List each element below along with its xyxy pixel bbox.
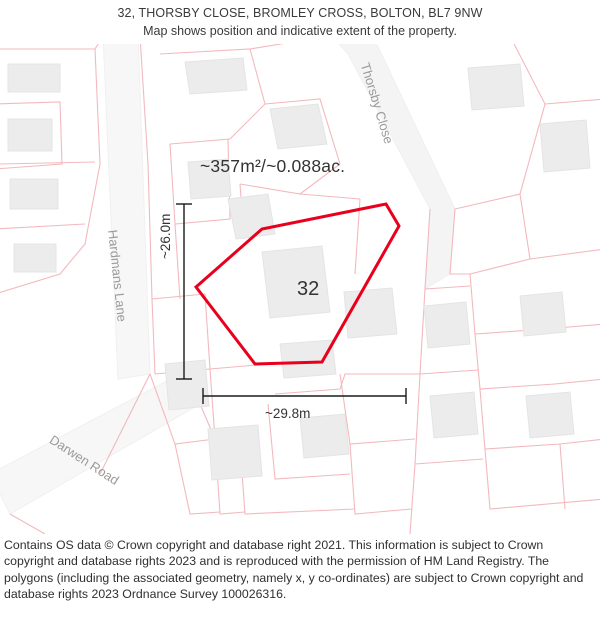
road-label-darwen-road: Darwen Road <box>46 432 122 488</box>
page-subtitle: Map shows position and indicative extent of the property. <box>143 24 457 38</box>
building <box>185 58 247 94</box>
building <box>208 425 262 480</box>
map-canvas[interactable] <box>0 44 600 534</box>
building <box>430 392 478 438</box>
building <box>270 104 327 149</box>
road-label-hardmans-lane: Hardmans Lane <box>105 229 130 323</box>
building <box>520 292 566 336</box>
building <box>344 288 397 338</box>
road-label-thorsby-close: Thorsby Close <box>357 61 397 146</box>
building <box>280 340 336 378</box>
plot-number-label: 32 <box>297 278 320 300</box>
building <box>8 64 60 92</box>
building <box>468 64 524 110</box>
building <box>8 119 52 151</box>
building <box>228 194 275 239</box>
building <box>540 120 590 172</box>
page-header <box>0 0 600 44</box>
building <box>14 244 56 272</box>
building <box>424 302 470 348</box>
page-title: 32, THORSBY CLOSE, BROMLEY CROSS, BOLTON, BL7 9NW <box>117 6 483 20</box>
area-label: ~357m²/~0.088ac. <box>200 156 346 176</box>
building <box>262 246 330 318</box>
horizontal-dimension-label: ~29.8m <box>265 406 311 421</box>
copyright-notice: Contains OS data © Crown copyright and database right 2021. This information is subject to Crown copyright and database rights 2023 and is reproduced with the permission of HM Land Registry. The polygons (including the associated geometry, namely x, y co-ordinates) are subject to Crown copyright and database rights 2023 Ordnance Survey 100026316. <box>4 538 584 601</box>
vertical-dimension-label: ~26.0m <box>158 213 173 259</box>
building <box>10 179 58 209</box>
building <box>526 392 574 438</box>
